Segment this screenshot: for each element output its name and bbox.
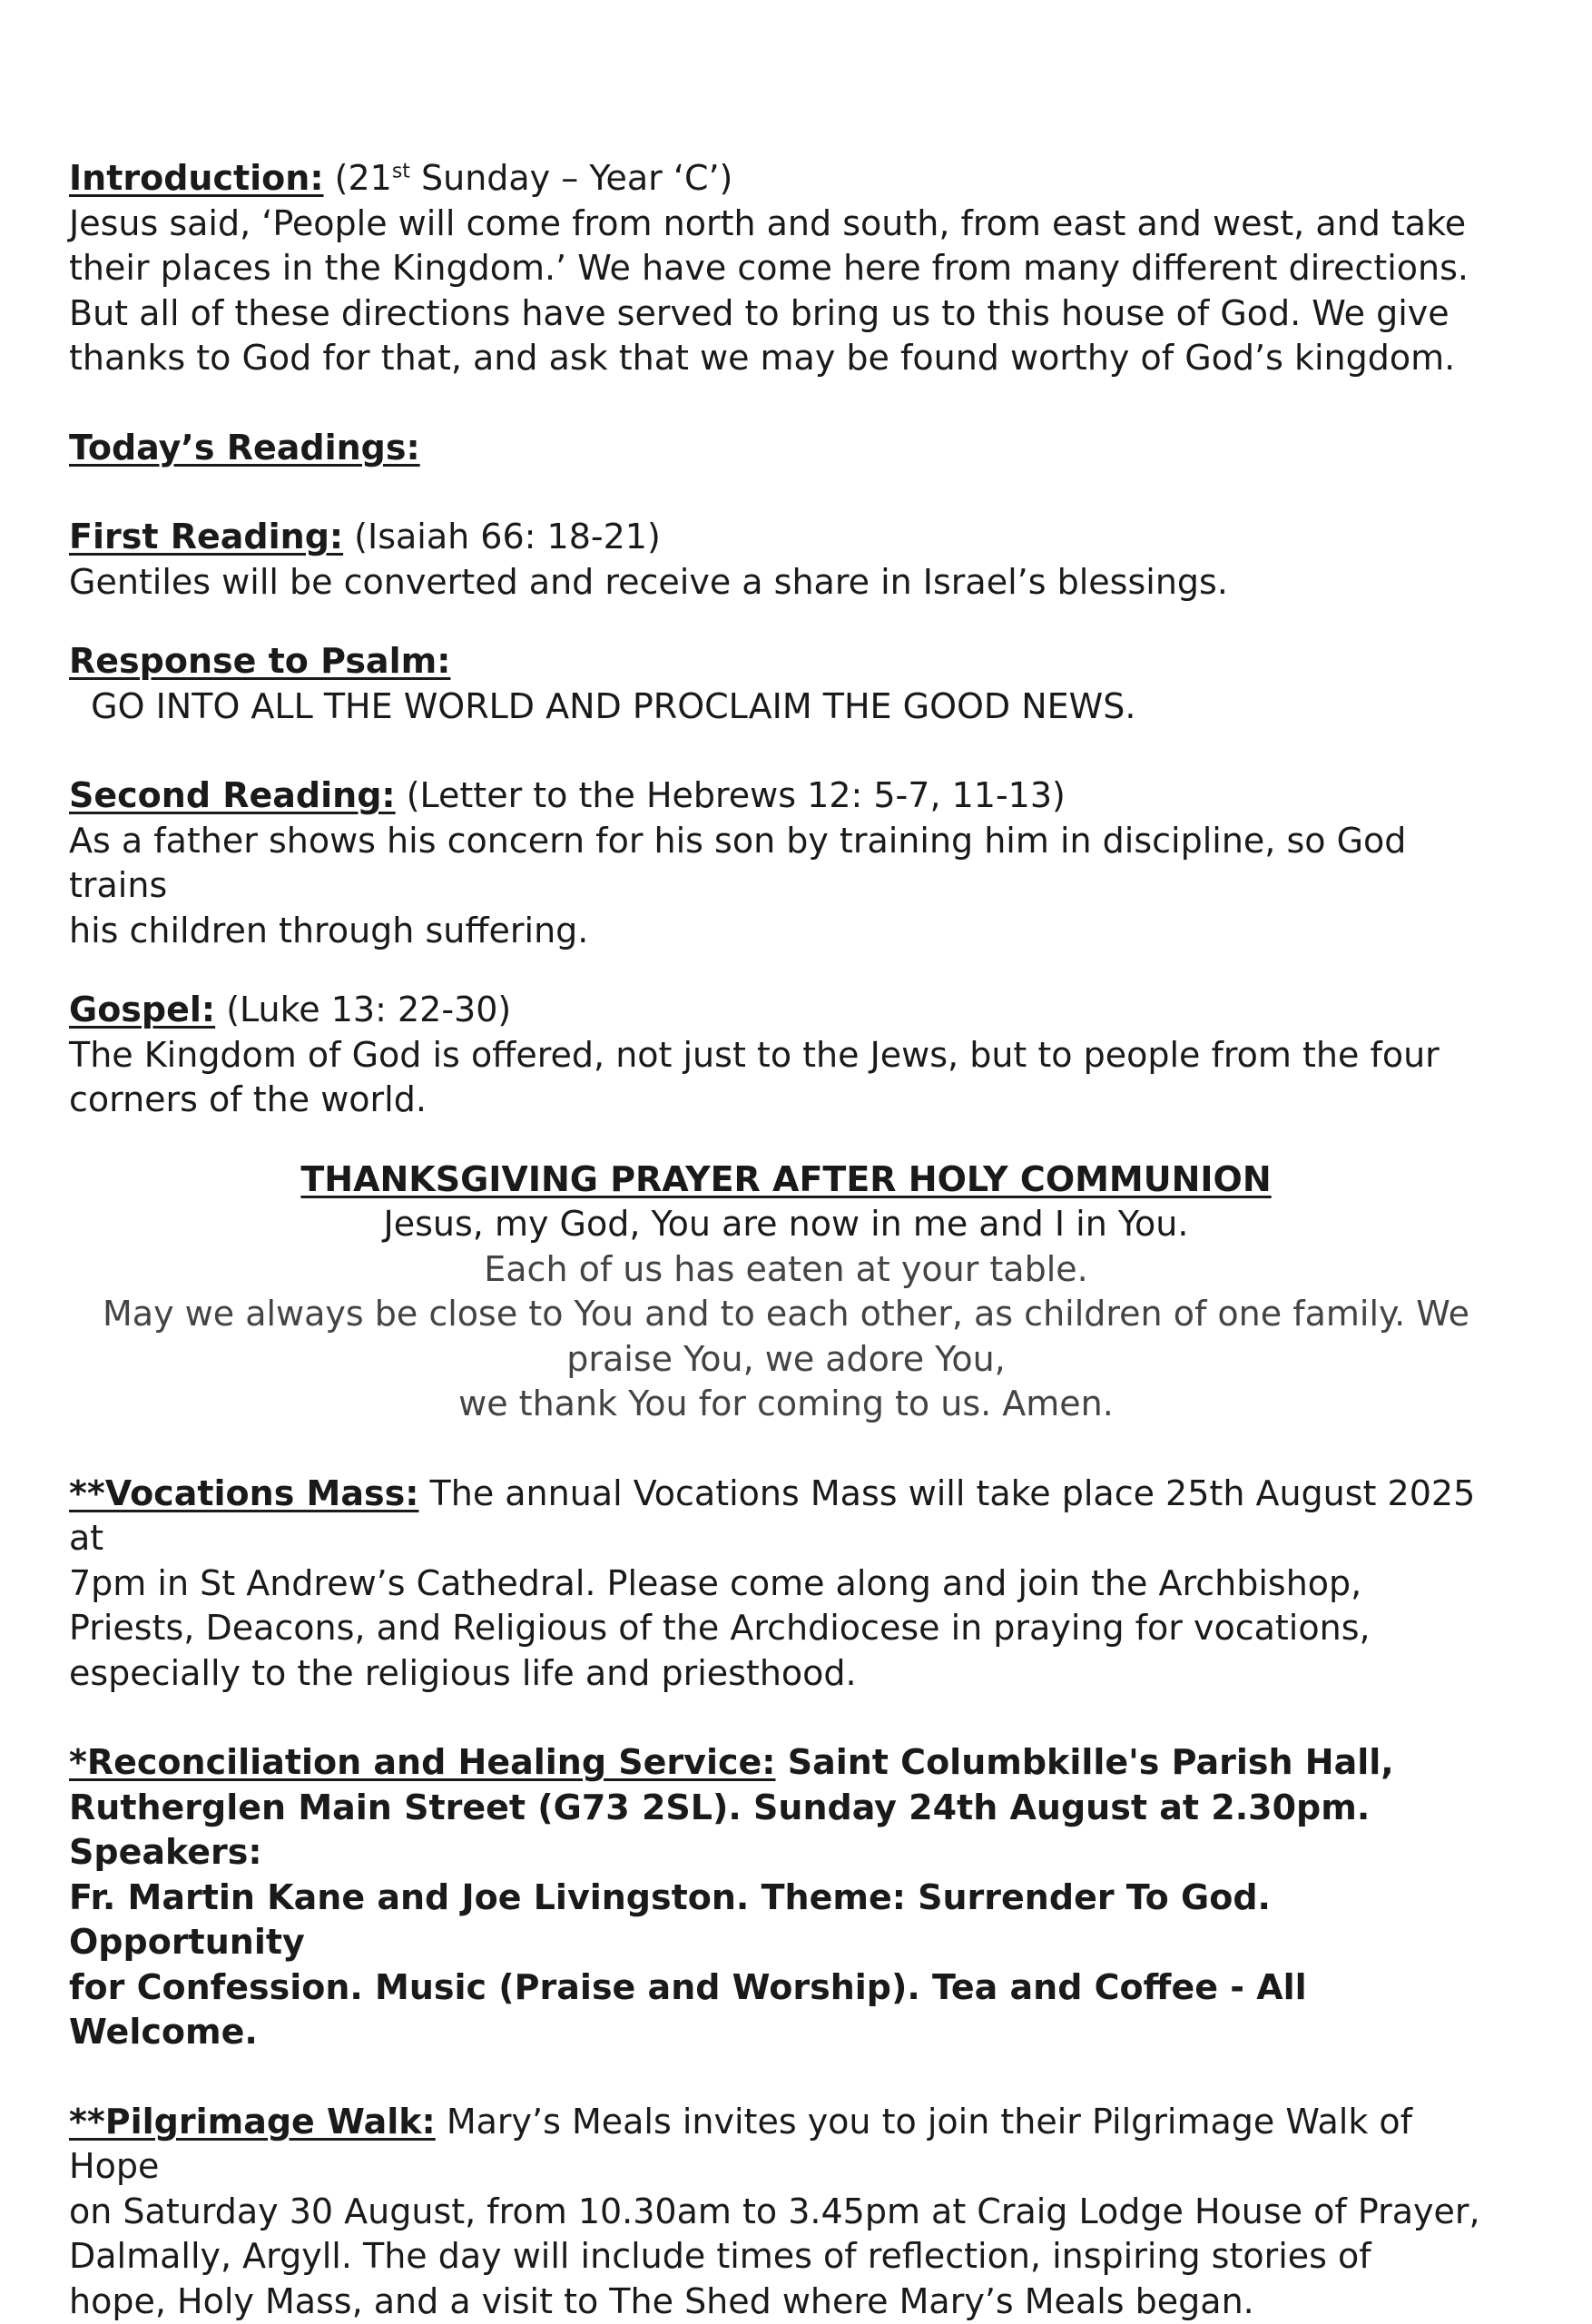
pilgrimage-line: hope, Holy Mass, and a visit to The Shed where Mary’s Meals began. — [69, 2280, 1503, 2324]
second-reading-line: As a father shows his concern for his son by training him in discipline, so God trains — [69, 819, 1503, 909]
pilgrimage-walk-notice — [69, 2100, 1503, 2324]
pilgrimage-label: **Pilgrimage Walk: — [69, 2102, 436, 2142]
prayer-line: Jesus, my God, You are now in me and I in You. — [69, 1202, 1503, 1247]
introduction-label: Introduction: — [69, 158, 324, 198]
gospel-ref: (Luke 13: 22-30) — [215, 990, 511, 1029]
second-reading-line: his children through suffering. — [69, 909, 1503, 954]
introduction-sunday: (21st Sunday – Year ‘C’) — [335, 158, 733, 198]
reconciliation-line: Fr. Martin Kane and Joe Livingston. Theme: Surrender To God. Opportunity — [69, 1876, 1503, 1965]
vocations-line: Priests, Deacons, and Religious of the Archdiocese in praying for vocations, — [69, 1606, 1503, 1651]
introduction-line: their places in the Kingdom.’ We have come here from many different directions. — [69, 246, 1503, 291]
introduction-line: But all of these directions have served to bring us to this house of God. We give — [69, 291, 1503, 337]
first-reading-text: Gentiles will be converted and receive a share in Israel’s blessings. — [69, 560, 1503, 606]
reconciliation-label: *Reconciliation and Healing Service: — [69, 1742, 775, 1782]
pilgrimage-line: Dalmally, Argyll. The day will include times of reflection, inspiring stories of — [69, 2234, 1503, 2280]
gospel-line: corners of the world. — [69, 1078, 1503, 1123]
thanksgiving-prayer — [69, 1157, 1503, 1427]
prayer-line: praise You, we adore You, — [69, 1337, 1503, 1383]
second-reading-ref: (Letter to the Hebrews 12: 5-7, 11-13) — [396, 775, 1066, 815]
first-reading-label: First Reading: — [69, 517, 343, 556]
vocations-line: especially to the religious life and priesthood. — [69, 1651, 1503, 1697]
vocations-line: The annual Vocations Mass will take place 25th August 2025 at — [69, 1473, 1475, 1559]
introduction-line: thanks to God for that, and ask that we may be found worthy of God’s kingdom. — [69, 336, 1503, 381]
second-reading-label: Second Reading: — [69, 775, 396, 815]
introduction-header — [69, 156, 1503, 202]
psalm-response: GO INTO ALL THE WORLD AND PROCLAIM THE GOOD NEWS. — [69, 686, 1135, 726]
bulletin-page — [69, 156, 1503, 2324]
prayer-line: May we always be close to You and to each other, as children of one family. We — [69, 1292, 1503, 1337]
psalm-label: Response to Psalm: — [69, 641, 450, 681]
first-reading-ref: (Isaiah 66: 18-21) — [343, 517, 661, 556]
reconciliation-line: Rutherglen Main Street (G73 2SL). Sunday 24th August at 2.30pm. Speakers: — [69, 1786, 1503, 1876]
reconciliation-line: for Confession. Music (Praise and Worship). Tea and Coffee - All Welcome. — [69, 1965, 1503, 2055]
gospel-section — [69, 988, 1503, 1123]
introduction-section — [69, 156, 1503, 381]
vocations-label: **Vocations Mass: — [69, 1473, 418, 1513]
vocations-line: 7pm in St Andrew’s Cathedral. Please come along and join the Archbishop, — [69, 1561, 1503, 1607]
introduction-line: Jesus said, ‘People will come from north and south, from east and west, and take — [69, 202, 1503, 247]
vocations-mass-notice — [69, 1472, 1503, 1697]
prayer-line: Each of us has eaten at your table. — [69, 1247, 1503, 1293]
first-reading-section — [69, 515, 1503, 605]
reconciliation-notice — [69, 1740, 1503, 2055]
second-reading-section — [69, 773, 1503, 953]
pilgrimage-line: on Saturday 30 August, from 10.30am to 3.45pm at Craig Lodge House of Prayer, — [69, 2190, 1503, 2235]
psalm-section — [69, 639, 1503, 729]
readings-heading: Today’s Readings: — [69, 426, 1503, 471]
prayer-line: we thank You for coming to us. Amen. — [69, 1382, 1503, 1427]
pilgrimage-line: Mary’s Meals invites you to join their Pilgrimage Walk of Hope — [69, 2102, 1412, 2187]
reconciliation-line: Saint Columbkille's Parish Hall, — [775, 1742, 1393, 1782]
gospel-line: The Kingdom of God is offered, not just to the Jews, but to people from the four — [69, 1033, 1503, 1078]
prayer-title: THANKSGIVING PRAYER AFTER HOLY COMMUNION — [69, 1157, 1503, 1203]
gospel-label: Gospel: — [69, 990, 215, 1029]
